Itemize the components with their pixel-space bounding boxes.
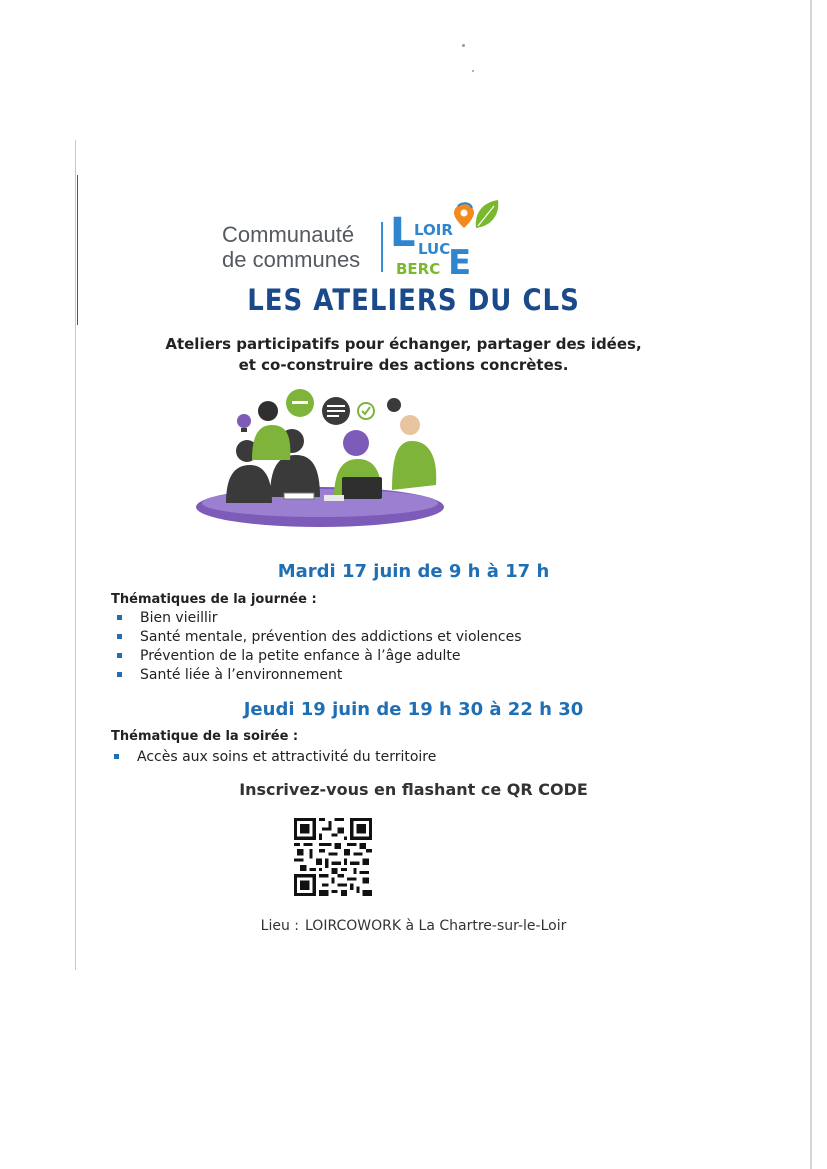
location-value: LOIRCOWORK à La Chartre-sur-le-Loir bbox=[305, 918, 567, 934]
logo-divider bbox=[381, 222, 383, 272]
laptop-icon bbox=[342, 477, 382, 499]
loir-luce-berce-logo-mark bbox=[388, 200, 508, 278]
list-item: Santé liée à l’environnement bbox=[114, 666, 522, 685]
session2-theme-label: Thématique de la soirée : bbox=[111, 729, 299, 744]
list-item: Bien vieillir bbox=[114, 609, 522, 628]
session2-date: Jeudi 19 juin de 19 h 30 à 22 h 30 bbox=[243, 699, 584, 720]
subtitle-line1: Ateliers participatifs pour échanger, partager des idées, bbox=[165, 335, 642, 353]
scan-speck bbox=[472, 70, 474, 72]
svg-text:L: L bbox=[390, 210, 416, 256]
lightbulb-icon bbox=[237, 414, 251, 428]
qr-code-icon[interactable] bbox=[294, 818, 372, 896]
subtitle bbox=[100, 334, 707, 376]
logo-mark-loir: LOIR bbox=[414, 221, 453, 239]
bullet-icon bbox=[117, 653, 122, 658]
session2-topic-list bbox=[111, 748, 436, 767]
bullet-icon bbox=[117, 634, 122, 639]
bullet-icon bbox=[114, 754, 119, 759]
organization-logo bbox=[222, 200, 522, 278]
logo-org-name bbox=[222, 222, 360, 272]
scan-speck bbox=[462, 44, 465, 47]
workshop-illustration bbox=[192, 385, 452, 535]
bullet-icon bbox=[117, 672, 122, 677]
subtitle-line2: et co-construire des actions concrètes. bbox=[238, 356, 569, 374]
bullet-icon bbox=[117, 615, 122, 620]
logo-mark-e: E bbox=[448, 243, 472, 278]
registration-call-to-action: Inscrivez-vous en flashant ce QR CODE bbox=[239, 780, 588, 799]
session1-topic-list bbox=[114, 609, 522, 685]
logo-org-line2: de communes bbox=[222, 247, 361, 272]
session1-theme-label: Thématiques de la journée : bbox=[111, 592, 317, 607]
event-location bbox=[0, 918, 827, 934]
list-item: Santé mentale, prévention des addictions et violences bbox=[114, 628, 522, 647]
scan-edge-line bbox=[75, 140, 76, 970]
scan-edge-line bbox=[810, 0, 812, 1169]
logo-mark-berc: BERC bbox=[396, 260, 441, 278]
page-title: LES ATELIERS DU CLS bbox=[247, 284, 580, 318]
location-label: Lieu : bbox=[260, 918, 299, 934]
list-item: Prévention de la petite enfance à l’âge adulte bbox=[114, 647, 522, 666]
logo-org-line1: Communauté bbox=[222, 222, 355, 247]
session1-date: Mardi 17 juin de 9 h à 17 h bbox=[277, 561, 550, 582]
logo-mark-luc: LUC bbox=[418, 240, 451, 258]
list-item: Accès aux soins et attractivité du territoire bbox=[111, 748, 436, 767]
